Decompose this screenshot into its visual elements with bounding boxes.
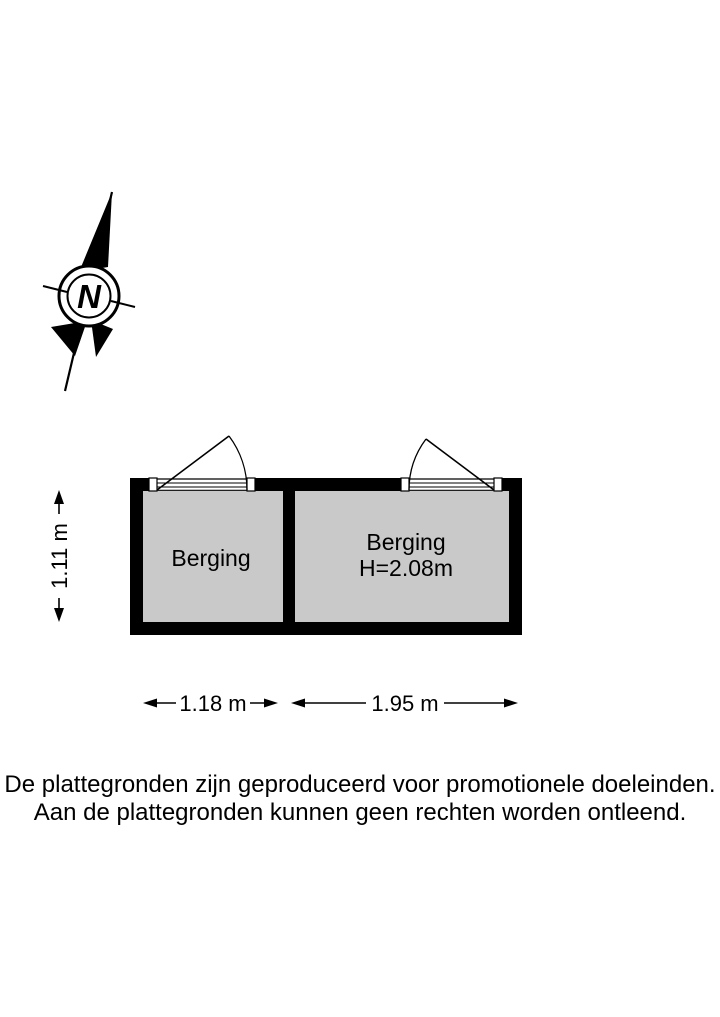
floor-plan xyxy=(130,436,522,635)
compass-needle xyxy=(79,192,112,272)
dimension-room-1-width xyxy=(143,691,278,716)
compass-north-icon xyxy=(43,192,135,391)
compass-north-label: N xyxy=(77,278,101,315)
disclaimer-line-2: Aan de plattegronden kunnen geen rechten worden ontleend. xyxy=(33,799,687,826)
room-1-label: Berging xyxy=(171,545,251,571)
door-jamb xyxy=(247,478,255,491)
dimension-vertical-label: 1.11 m xyxy=(47,523,72,589)
door-jamb xyxy=(401,478,409,491)
door-jamb xyxy=(149,478,157,491)
door-room-1 xyxy=(149,436,255,491)
arrow-down-icon xyxy=(54,608,64,622)
door-room-2 xyxy=(401,439,502,491)
dimension-room-1-label: 1.18 m xyxy=(179,691,247,716)
disclaimer-line-1: De plattegronden zijn geproduceerd voor promotionele doeleinden. xyxy=(4,771,716,798)
room-2-height-label: H=2.08m xyxy=(359,555,453,581)
door-jamb xyxy=(494,478,502,491)
dimension-room-2-width xyxy=(291,691,518,716)
disclaimer-text xyxy=(0,771,720,827)
dimension-vertical xyxy=(47,490,72,622)
dimension-room-2-label: 1.95 m xyxy=(371,691,439,716)
arrow-right-icon xyxy=(504,699,518,708)
arrow-right-icon xyxy=(264,699,278,708)
room-2-label: Berging xyxy=(366,529,446,555)
